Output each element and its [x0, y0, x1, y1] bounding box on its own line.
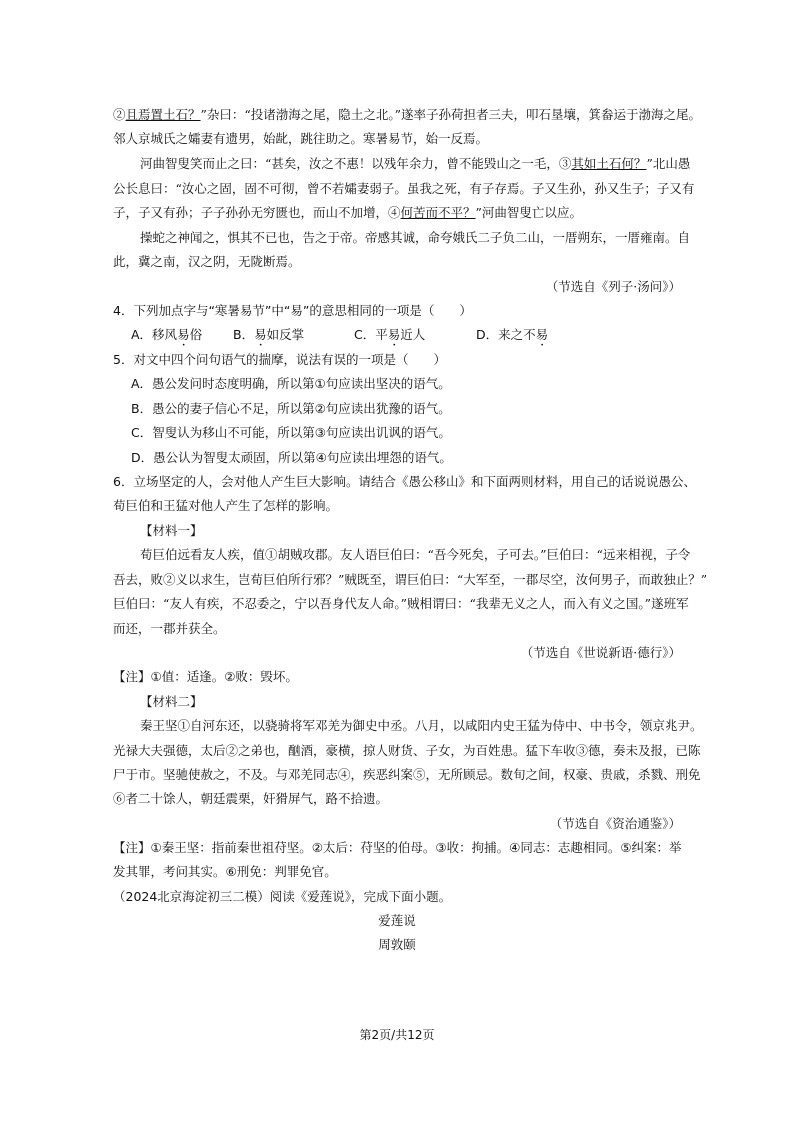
material-1-heading: 【材料一】: [140, 523, 203, 538]
underlined-question-3: 其如土石何？: [571, 156, 647, 171]
material-line: 尸于市。坚驰使赦之，不及。与邓羌同志④，疾恶纠案⑤，无所顾忌。数旬之间，权豪、贵戚，杀戮、刑免: [113, 767, 701, 782]
q5-option-a: A．愚公发问时态度明确，所以第①句应读出坚决的语气。: [131, 376, 451, 391]
material-1-source: （节选自《世说新语·德行》）: [520, 645, 681, 660]
material-line: 光禄大夫强德，太后②之弟也，酗酒，豪横，掠人财货、子女，为百姓患。猛下车收③德，奏未及报，已陈: [113, 743, 701, 758]
material-line: ⑥者二十馀人，朝廷震栗，奸猾屏气，路不拾遗。: [113, 791, 389, 806]
passage-source: （节选自《列子·汤问》）: [545, 279, 681, 294]
passage-line: 此，冀之南，汉之阴，无陇断焉。: [113, 254, 301, 269]
question-6: 6．立场坚定的人，会对他人产生巨大影响。请结合《愚公移山》和下面两则材料，用自己的话说说愚公、: [113, 474, 696, 489]
material-line: 秦王坚①自河东还，以骁骑将军邓羌为御史中丞。八月，以咸阳内史王猛为侍中、中书令，领京兆尹。: [140, 718, 703, 733]
poem-title: 爱莲说: [378, 913, 416, 928]
material-2-source: （节选自《资治通鉴》）: [549, 816, 681, 831]
q4-option-b: B．易如反掌: [233, 327, 305, 342]
material-2-note-cont: 发其罪，考问其实。⑥刑免：判罪免官。: [113, 864, 337, 879]
dotted-char: 易: [535, 327, 549, 342]
underlined-question-4: 何苦而不平？: [400, 205, 476, 220]
q5-option-c: C．智叟认为移山不可能，所以第③句应读出讥讽的语气。: [131, 425, 451, 440]
passage-line: 操蛇之神闻之，惧其不已也，告之于帝。帝感其诚，命夸娥氏二子负二山，一厝朔东，一厝雍南。自: [140, 230, 691, 245]
material-line: 巨伯曰：“友人有疾，不忍委之，宁以吾身代友人命。”贼相谓曰：“我辈无义之人，而入有义之国。”遂班军: [113, 596, 689, 611]
material-line: 吾去，败②义以求生，岂荀巨伯所行邪？”贼既至，谓巨伯曰：“大军至，一郡尽空，汝何男子，而敢独止？”: [113, 572, 708, 587]
q5-option-d: D．愚公认为智叟太顽固，所以第④句应读出埋怨的语气。: [131, 450, 452, 465]
page-number: 第2页/共12页: [359, 1028, 435, 1042]
question-4: 4．下列加点字与“寒暑易节”中“易”的意思相同的一项是（ ）: [113, 303, 472, 318]
dotted-char: 易: [254, 327, 267, 342]
q4-option-a: A．移风易俗: [131, 327, 203, 342]
question-6-cont: 荀巨伯和王猛对他人产生了怎样的影响。: [113, 498, 339, 513]
q4-option-d: D．来之不易: [476, 327, 549, 342]
q5-option-b: B．愚公的妻子信心不足，所以第②句应读出犹豫的语气。: [131, 401, 451, 416]
poem-author: 周敦颐: [378, 937, 416, 952]
material-line: 而还，一郡并获全。: [113, 621, 226, 636]
next-question-intro: （2024北京海淀初三二模）阅读《爱莲说》，完成下面小题。: [113, 889, 452, 904]
dotted-char: 易: [387, 327, 401, 342]
passage-line: 河曲智叟笑而止之曰：“甚矣，汝之不惠！以残年余力，曾不能毁山之一毛，③其如土石何？”北山愚: [140, 156, 691, 171]
question-5: 5．对文中四个问句语气的揣摩，说法有误的一项是（ ）: [113, 352, 446, 367]
material-1-note: 【注】①值：适逢。②败：毁坏。: [113, 669, 298, 684]
dotted-char: 易: [177, 327, 190, 342]
material-line: 荀巨伯远看友人疾，值①胡贼攻郡。友人语巨伯曰：“吾今死矣，子可去。”巨伯曰：“远来相视，子令: [140, 547, 691, 562]
passage-line: ②且焉置土石？”杂曰：“投诸渤海之尾，隐土之北。”遂率子孙荷担者三夫，叩石垦壤，箕畚运于渤海之尾。: [113, 107, 701, 122]
passage-line: 子，子又有孙；子子孙孙无穷匮也，而山不加增，④何苦而不平？”河曲智叟亡以应。: [113, 205, 582, 220]
material-2-heading: 【材料二】: [140, 694, 203, 709]
passage-line: 公长息曰：“汝心之固，固不可彻，曾不若孀妻弱子。虽我之死，有子存焉。子又生孙，孙又生子；子又有: [113, 181, 695, 196]
passage-line: 邻人京城氏之孀妻有遗男，始龀，跳往助之。寒暑易节，始一反焉。: [113, 131, 489, 146]
underlined-question-2: 且焉置土石？: [125, 107, 201, 122]
material-2-note: 【注】①秦王坚：指前秦世祖苻坚。②太后：苻坚的伯母。③收：拘捕。④同志：志趣相同。⑤纠案：举: [113, 840, 682, 855]
q4-option-c: C．平易近人: [354, 327, 426, 342]
